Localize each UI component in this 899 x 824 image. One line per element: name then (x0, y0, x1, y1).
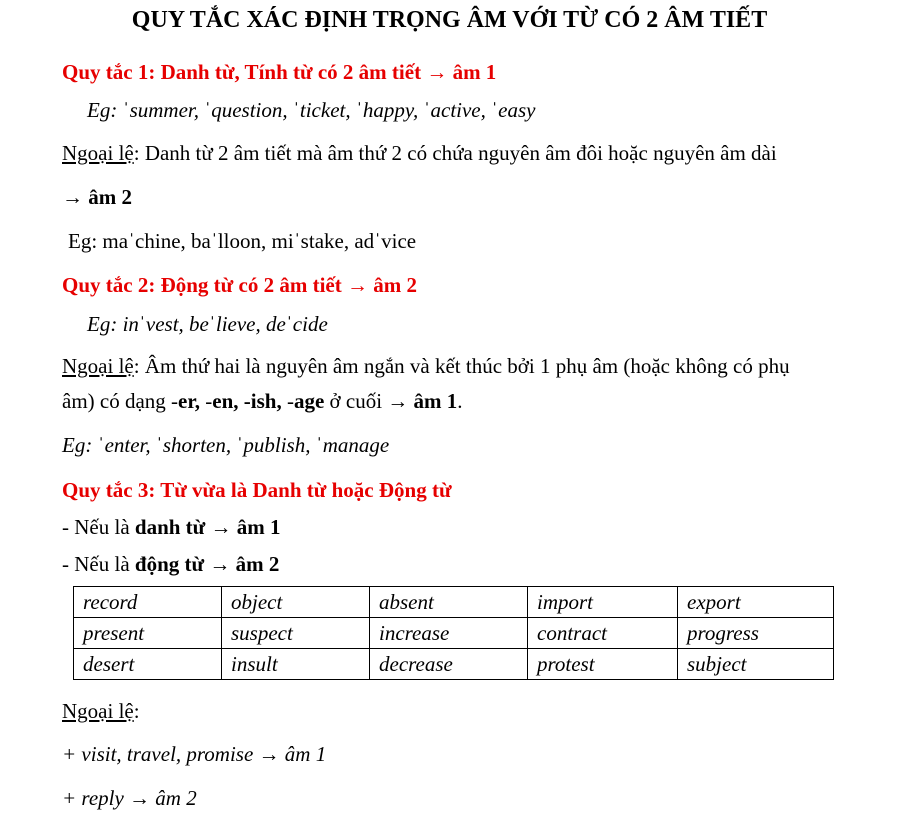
arrow-right-icon: → (387, 389, 409, 413)
table-cell: desert (74, 649, 222, 680)
rule-2-heading-result: âm 2 (367, 273, 417, 297)
rule-2-exception-text-3: ở cuối (324, 389, 388, 413)
noun-prefix: - Nếu là (62, 515, 135, 539)
rule-1-heading-result: âm 1 (447, 60, 497, 84)
page-title: QUY TẮC XÁC ĐỊNH TRỌNG ÂM VỚI TỪ CÓ 2 ÂM TIẾT (131, 7, 768, 33)
table-cell: decrease (370, 649, 528, 680)
table-cell: suspect (222, 618, 370, 649)
table-cell: subject (678, 649, 834, 680)
table-cell: present (74, 618, 222, 649)
rule-1-exception-example: Eg: maˈchine, baˈlloon, miˈstake, adˈvice (68, 229, 417, 253)
rule-1-exception (62, 141, 777, 166)
table-cell: contract (528, 618, 678, 649)
rule-2-exception-text-2: âm) có dạng - (62, 389, 179, 413)
table-cell: export (678, 587, 834, 618)
rule-1-example: Eg: ˈsummer, ˈquestion, ˈticket, ˈhappy, ˈactive, ˈeasy (87, 98, 536, 122)
table-cell: absent (370, 587, 528, 618)
table-cell: insult (222, 649, 370, 680)
arrow-right-icon: → (129, 786, 151, 810)
arrow-right-icon: → (346, 273, 368, 297)
exception-2-words: + reply (62, 786, 130, 810)
exception-1-result: âm 1 (279, 742, 327, 766)
rule-2-exception (62, 354, 790, 379)
separator: - (281, 389, 294, 413)
table-cell: record (74, 587, 222, 618)
rule-3-exception-2 (62, 786, 197, 811)
rule-2-heading (62, 273, 417, 298)
rule-1-heading (62, 60, 496, 85)
exception-1-words: + visit, travel, promise (62, 742, 259, 766)
arrow-right-icon: → (62, 185, 83, 209)
rule-2-exception-text-1: : Âm thứ hai là nguyên âm ngắn và kết thúc bởi 1 phụ âm (hoặc không có phụ (133, 354, 790, 378)
table-cell: import (528, 587, 678, 618)
table-cell: object (222, 587, 370, 618)
exception-label: Ngoại lệ (62, 354, 134, 378)
arrow-right-icon: → (205, 515, 232, 539)
table-cell: progress (678, 618, 834, 649)
table-row (74, 649, 834, 680)
suffix-age: age (293, 389, 325, 413)
rule-1-exception-result-text: âm 2 (83, 185, 132, 209)
noun-word: danh từ (134, 515, 206, 539)
separator: - (200, 389, 213, 413)
rule-3-exception-1 (62, 742, 326, 767)
arrow-right-icon: → (258, 742, 280, 766)
exception-2-result: âm 2 (150, 786, 197, 810)
suffix-er: er, (178, 389, 201, 413)
table-cell: increase (370, 618, 528, 649)
exception-label: Ngoại lệ (62, 699, 134, 723)
rule-2-exception-example: Eg: ˈenter, ˈshorten, ˈpublish, ˈmanage (62, 433, 390, 457)
rule-3-exception (62, 699, 140, 724)
rule-2-example: Eg: inˈvest, beˈlieve, deˈcide (87, 312, 328, 336)
noun-result: âm 1 (231, 515, 281, 539)
period: . (457, 389, 463, 413)
exception-label: Ngoại lệ (62, 141, 134, 165)
rule-2-exception-line-2 (62, 389, 463, 414)
table-cell: protest (528, 649, 678, 680)
rule-2-exception-result: âm 1 (408, 389, 458, 413)
table-row (74, 587, 834, 618)
rule-1-heading-text: Quy tắc 1: Danh từ, Tính từ có 2 âm tiết (62, 60, 427, 84)
verb-word: động từ (134, 552, 205, 576)
table-row (74, 618, 834, 649)
verb-prefix: - Nếu là (62, 552, 135, 576)
rule-2-heading-text: Quy tắc 2: Động từ có 2 âm tiết (62, 273, 347, 297)
suffix-en-ish: en, -ish, (212, 389, 282, 413)
rule-1-exception-text: : Danh từ 2 âm tiết mà âm thứ 2 có chứa nguyên âm đôi hoặc nguyên âm dài (133, 141, 777, 165)
rule-1-exception-result (62, 185, 132, 210)
word-table (73, 586, 834, 680)
rule-3-verb-line (62, 552, 279, 577)
verb-result: âm 2 (230, 552, 280, 576)
arrow-right-icon: → (204, 552, 231, 576)
arrow-right-icon: → (426, 60, 448, 84)
colon: : (133, 699, 140, 723)
rule-3-noun-line (62, 515, 281, 540)
rule-3-heading: Quy tắc 3: Từ vừa là Danh từ hoặc Động từ (62, 478, 452, 502)
